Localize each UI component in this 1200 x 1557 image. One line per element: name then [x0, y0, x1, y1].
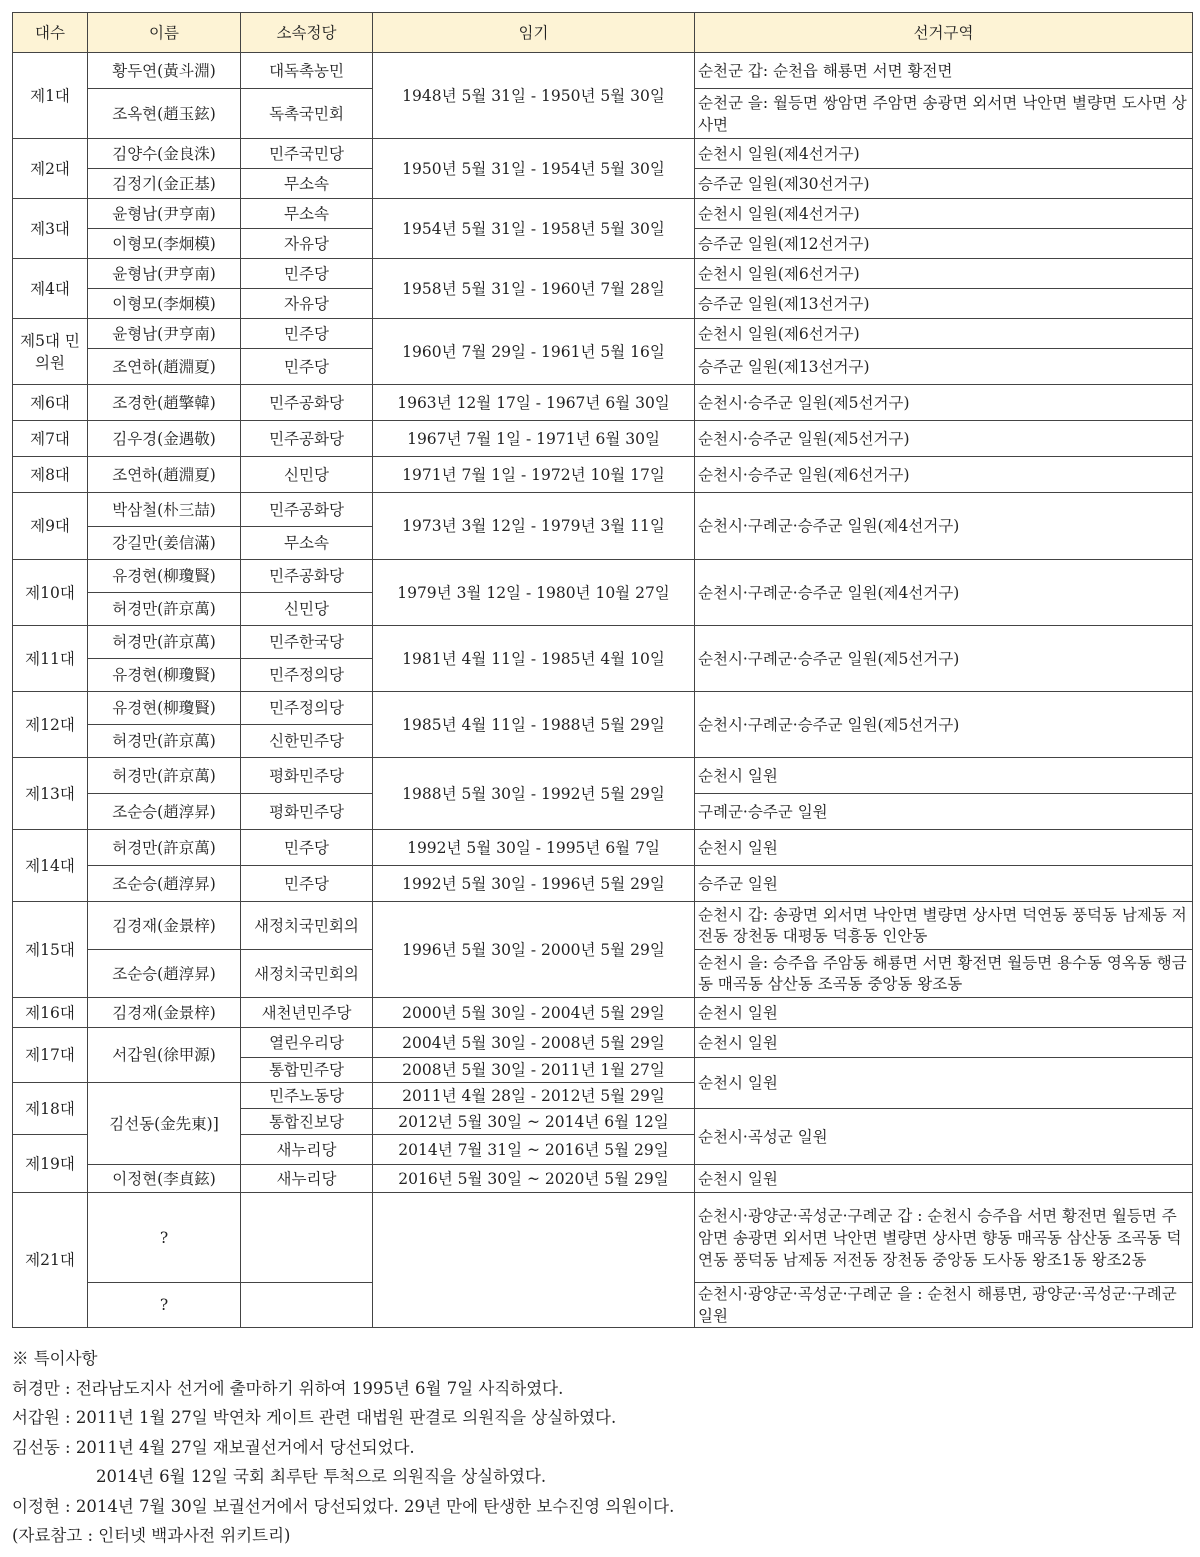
period-cell: 2014년 7월 31일 ~ 2016년 5월 29일 — [373, 1135, 695, 1165]
district-cell: 승주군 일원(제13선거구) — [695, 289, 1193, 319]
term-cell: 제11대 — [13, 626, 88, 692]
note-item: 김선동 : 2011년 4월 27일 재보궐선거에서 당선되었다. — [12, 1437, 415, 1457]
name-cell: 허경만(許京萬) — [88, 830, 241, 866]
party-cell: 열린우리당 — [241, 1028, 373, 1058]
name-cell: 유경현(柳瓊賢) — [88, 560, 241, 593]
period-cell: 1971년 7월 1일 - 1972년 10월 17일 — [373, 457, 695, 493]
party-cell: 자유당 — [241, 289, 373, 319]
table-row — [13, 866, 1193, 902]
note-item: 2014년 6월 12일 국회 최루탄 투척으로 의원직을 상실하였다. — [96, 1467, 547, 1486]
name-cell: 허경만(許京萬) — [88, 758, 241, 794]
period-cell: 1967년 7월 1일 - 1971년 6월 30일 — [373, 421, 695, 457]
period-cell: 2008년 5월 30일 - 2011년 1월 27일 — [373, 1058, 695, 1083]
name-cell: 강길만(姜信滿) — [88, 527, 241, 560]
term-cell: 제6대 — [13, 385, 88, 421]
period-cell: 2004년 5월 30일 - 2008년 5월 29일 — [373, 1028, 695, 1058]
name-cell: 윤형남(尹亨南) — [88, 199, 241, 229]
source-note: (자료참고 : 인터넷 백과사전 위키트리) — [12, 1526, 291, 1545]
table-row — [13, 902, 1193, 950]
district-cell: 순천시·곡성군 일원 — [695, 1109, 1193, 1165]
district-cell: 순천시 갑: 송광면 외서면 낙안면 별량면 상사면 덕연동 풍덕동 남제동 저전동 장천동 대평동 덕흥동 인안동 — [695, 902, 1193, 950]
period-cell: 1992년 5월 30일 - 1996년 5월 29일 — [373, 866, 695, 902]
term-cell: 제3대 — [13, 199, 88, 259]
table-row — [13, 692, 1193, 725]
period-cell: 1973년 3월 12일 - 1979년 3월 11일 — [373, 493, 695, 560]
period-cell: 1954년 5월 31일 - 1958년 5월 30일 — [373, 199, 695, 259]
party-cell: 민주국민당 — [241, 139, 373, 169]
party-cell — [241, 1283, 373, 1328]
table-row — [13, 758, 1193, 794]
table-row — [13, 1028, 1193, 1058]
party-cell: 평화민주당 — [241, 758, 373, 794]
header-period: 임기 — [373, 13, 695, 53]
district-cell: 순천시 일원 — [695, 998, 1193, 1028]
party-cell: 무소속 — [241, 199, 373, 229]
table-row — [13, 830, 1193, 866]
table-row — [13, 560, 1193, 593]
name-cell: 조순승(趙淳昇) — [88, 950, 241, 998]
table-row — [13, 493, 1193, 527]
term-cell: 제5대 민의원 — [13, 319, 88, 385]
period-cell — [373, 1193, 695, 1328]
name-cell: 박삼철(朴三喆) — [88, 493, 241, 527]
header-district: 선거구역 — [695, 13, 1193, 53]
district-cell: 순천시·승주군 일원(제5선거구) — [695, 421, 1193, 457]
name-cell: 김경재(金景梓) — [88, 902, 241, 950]
term-cell: 제13대 — [13, 758, 88, 830]
table-row — [13, 259, 1193, 289]
notes-title: ※ 특이사항 — [12, 1349, 98, 1368]
name-cell: 김양수(金良洙) — [88, 139, 241, 169]
term-cell: 제2대 — [13, 139, 88, 199]
party-cell: 새천년민주당 — [241, 998, 373, 1028]
district-cell: 순천시 일원 — [695, 1058, 1193, 1109]
party-cell: 무소속 — [241, 527, 373, 560]
term-cell: 제17대 — [13, 1028, 88, 1083]
party-cell: 민주노동당 — [241, 1083, 373, 1109]
party-cell: 민주공화당 — [241, 421, 373, 457]
table-row — [13, 385, 1193, 421]
name-cell: 이형모(李炯模) — [88, 289, 241, 319]
name-cell: 김정기(金正基) — [88, 169, 241, 199]
party-cell: 민주당 — [241, 259, 373, 289]
party-cell: 민주공화당 — [241, 385, 373, 421]
term-cell: 제4대 — [13, 259, 88, 319]
name-cell: 황두연(黃斗淵) — [88, 53, 241, 89]
table-row — [13, 1165, 1193, 1193]
district-cell: 순천시 일원 — [695, 1028, 1193, 1058]
name-cell: 조순승(趙淳昇) — [88, 866, 241, 902]
period-cell: 1985년 4월 11일 - 1988년 5월 29일 — [373, 692, 695, 758]
header-term: 대수 — [13, 13, 88, 53]
party-cell: 새정치국민회의 — [241, 902, 373, 950]
table-row — [13, 53, 1193, 89]
name-cell: 조연하(趙淵夏) — [88, 457, 241, 493]
name-cell: 서갑원(徐甲源) — [88, 1028, 241, 1083]
party-cell: 민주공화당 — [241, 493, 373, 527]
district-cell: 구례군·승주군 일원 — [695, 794, 1193, 830]
district-cell: 순천시 일원(제4선거구) — [695, 199, 1193, 229]
notes-section — [12, 1344, 1192, 1551]
period-cell: 1981년 4월 11일 - 1985년 4월 10일 — [373, 626, 695, 692]
term-cell: 제7대 — [13, 421, 88, 457]
district-cell: 승주군 일원(제12선거구) — [695, 229, 1193, 259]
district-cell: 순천시 일원 — [695, 758, 1193, 794]
district-cell: 순천시 을: 승주읍 주암동 해룡면 서면 황전면 월등면 용수동 영옥동 행금동 매곡동 삼산동 조곡동 중앙동 왕조동 — [695, 950, 1193, 998]
term-cell: 제18대 — [13, 1083, 88, 1135]
district-cell: 순천시·광양군·곡성군·구례군 을 : 순천시 해룡면, 광양군·곡성군·구례군 일원 — [695, 1283, 1193, 1328]
period-cell: 1963년 12월 17일 - 1967년 6월 30일 — [373, 385, 695, 421]
party-cell: 민주당 — [241, 830, 373, 866]
term-cell: 제8대 — [13, 457, 88, 493]
name-cell: 윤형남(尹亨南) — [88, 259, 241, 289]
name-cell: 조순승(趙淳昇) — [88, 794, 241, 830]
party-cell: 자유당 — [241, 229, 373, 259]
district-cell: 승주군 일원(제30선거구) — [695, 169, 1193, 199]
name-cell: 김선동(金先東)] — [88, 1083, 241, 1165]
table-row — [13, 199, 1193, 229]
period-cell: 1950년 5월 31일 - 1954년 5월 30일 — [373, 139, 695, 199]
name-cell: 이형모(李炯模) — [88, 229, 241, 259]
header-name: 이름 — [88, 13, 241, 53]
name-cell: 조연하(趙淵夏) — [88, 349, 241, 385]
district-cell: 순천시 일원(제6선거구) — [695, 259, 1193, 289]
name-cell: 김경재(金景梓) — [88, 998, 241, 1028]
term-cell: 제10대 — [13, 560, 88, 626]
party-cell: 평화민주당 — [241, 794, 373, 830]
district-cell: 순천시·구례군·승주군 일원(제5선거구) — [695, 626, 1193, 692]
term-cell: 제16대 — [13, 998, 88, 1028]
party-cell: 신민당 — [241, 457, 373, 493]
term-cell: 제21대 — [13, 1193, 88, 1328]
name-cell: 허경만(許京萬) — [88, 626, 241, 659]
party-cell: 새정치국민회의 — [241, 950, 373, 998]
party-cell: 새누리당 — [241, 1165, 373, 1193]
district-cell: 순천시 일원(제6선거구) — [695, 319, 1193, 349]
district-cell: 승주군 일원 — [695, 866, 1193, 902]
period-cell: 2000년 5월 30일 - 2004년 5월 29일 — [373, 998, 695, 1028]
party-cell: 무소속 — [241, 169, 373, 199]
note-item: 이정현 : 2014년 7월 30일 보궐선거에서 당선되었다. 29년 만에 탄생한 보수진영 의원이다. — [12, 1496, 675, 1516]
period-cell: 1979년 3월 12일 - 1980년 10월 27일 — [373, 560, 695, 626]
name-cell: 조경한(趙擎韓) — [88, 385, 241, 421]
header-party: 소속정당 — [241, 13, 373, 53]
period-cell: 1996년 5월 30일 - 2000년 5월 29일 — [373, 902, 695, 998]
name-cell: 허경만(許京萬) — [88, 593, 241, 626]
district-cell: 순천시·승주군 일원(제6선거구) — [695, 457, 1193, 493]
term-cell: 제15대 — [13, 902, 88, 998]
district-cell: 승주군 일원(제13선거구) — [695, 349, 1193, 385]
table-row — [13, 998, 1193, 1028]
party-cell — [241, 1193, 373, 1283]
district-cell: 순천시·광양군·곡성군·구례군 갑 : 순천시 승주읍 서면 황전면 월등면 주암면 송광면 외서면 낙안면 별량면 상사면 향동 매곡동 삼산동 조곡동 덕연동 풍덕동 남제동 저전동 장천동 중앙동 도사동 왕조1동 왕조2동 — [695, 1193, 1193, 1283]
party-cell: 민주한국당 — [241, 626, 373, 659]
period-cell: 2012년 5월 30일 ~ 2014년 6월 12일 — [373, 1109, 695, 1135]
district-cell: 순천시 일원(제4선거구) — [695, 139, 1193, 169]
period-cell: 2011년 4월 28일 - 2012년 5월 29일 — [373, 1083, 695, 1109]
district-cell: 순천시·구례군·승주군 일원(제4선거구) — [695, 560, 1193, 626]
table-row — [13, 457, 1193, 493]
name-cell: 이정현(李貞鉉) — [88, 1165, 241, 1193]
district-cell: 순천시 일원 — [695, 1165, 1193, 1193]
period-cell: 1988년 5월 30일 - 1992년 5월 29일 — [373, 758, 695, 830]
name-cell: 허경만(許京萬) — [88, 725, 241, 758]
period-cell: 1960년 7월 29일 - 1961년 5월 16일 — [373, 319, 695, 385]
district-cell: 순천군 을: 월등면 쌍암면 주암면 송광면 외서면 낙안면 별량면 도사면 상사면 — [695, 89, 1193, 139]
table-row — [13, 1193, 1193, 1283]
name-cell: 유경현(柳瓊賢) — [88, 659, 241, 692]
party-cell: 민주당 — [241, 866, 373, 902]
term-cell: 제1대 — [13, 53, 88, 139]
party-cell: 신한민주당 — [241, 725, 373, 758]
period-cell: 1948년 5월 31일 - 1950년 5월 30일 — [373, 53, 695, 139]
party-cell: 통합진보당 — [241, 1109, 373, 1135]
district-cell: 순천시 일원 — [695, 830, 1193, 866]
term-cell: 제9대 — [13, 493, 88, 560]
period-cell: 2016년 5월 30일 ~ 2020년 5월 29일 — [373, 1165, 695, 1193]
period-cell: 1992년 5월 30일 - 1995년 6월 7일 — [373, 830, 695, 866]
term-cell: 제14대 — [13, 830, 88, 902]
term-cell: 제19대 — [13, 1135, 88, 1193]
district-cell: 순천군 갑: 순천읍 해룡면 서면 황전면 — [695, 53, 1193, 89]
name-cell: 유경현(柳瓊賢) — [88, 692, 241, 725]
party-cell: 통합민주당 — [241, 1058, 373, 1083]
table-header-row — [13, 13, 1193, 53]
table-row — [13, 421, 1193, 457]
party-cell: 대독촉농민 — [241, 53, 373, 89]
party-cell: 신민당 — [241, 593, 373, 626]
district-cell: 순천시·승주군 일원(제5선거구) — [695, 385, 1193, 421]
party-cell: 민주당 — [241, 349, 373, 385]
party-cell: 민주공화당 — [241, 560, 373, 593]
party-cell: 민주정의당 — [241, 659, 373, 692]
table-row — [13, 139, 1193, 169]
table-row — [13, 319, 1193, 349]
members-table — [12, 12, 1193, 1328]
name-cell: 조옥현(趙玉鉉) — [88, 89, 241, 139]
party-cell: 민주정의당 — [241, 692, 373, 725]
note-item: 허경만 : 전라남도지사 선거에 출마하기 위하여 1995년 6월 7일 사직하였다. — [12, 1378, 564, 1398]
table-row — [13, 626, 1193, 659]
name-cell: 윤형남(尹亨南) — [88, 319, 241, 349]
party-cell: 민주당 — [241, 319, 373, 349]
term-cell: 제12대 — [13, 692, 88, 758]
party-cell: 독촉국민회 — [241, 89, 373, 139]
note-item: 서갑원 : 2011년 1월 27일 박연차 게이트 관련 대법원 판결로 의원직을 상실하였다. — [12, 1408, 617, 1427]
name-cell: 김우경(金遇敬) — [88, 421, 241, 457]
party-cell: 새누리당 — [241, 1135, 373, 1165]
district-cell: 순천시·구례군·승주군 일원(제5선거구) — [695, 692, 1193, 758]
district-cell: 순천시·구례군·승주군 일원(제4선거구) — [695, 493, 1193, 560]
name-cell: ? — [88, 1283, 241, 1328]
name-cell: ? — [88, 1193, 241, 1283]
period-cell: 1958년 5월 31일 - 1960년 7월 28일 — [373, 259, 695, 319]
